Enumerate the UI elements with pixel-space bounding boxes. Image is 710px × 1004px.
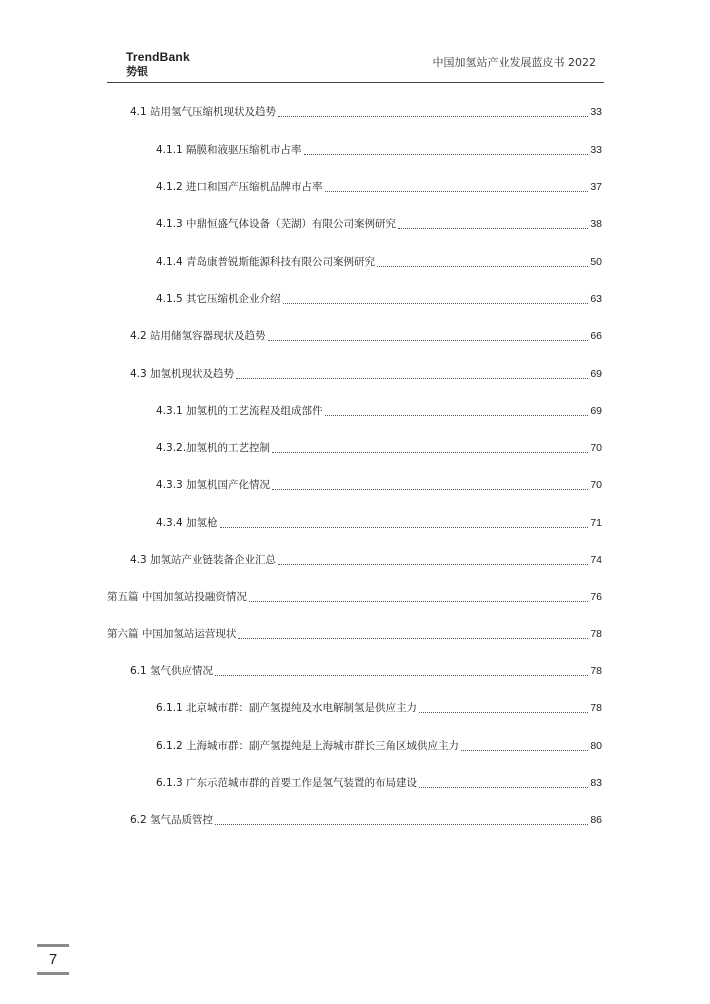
toc-leader-dots	[215, 674, 588, 676]
toc-entry[interactable]	[156, 775, 602, 791]
toc-entry-label: 4.3 加氢机现状及趋势	[130, 368, 235, 380]
toc-leader-dots	[419, 711, 588, 713]
toc-entry-page: 78	[590, 665, 602, 677]
toc-entry-label: 第六篇 中国加氢站运营现状	[107, 628, 237, 640]
toc-entry-label: 6.1 氢气供应情况	[130, 665, 214, 677]
toc-entry-page: 66	[590, 330, 602, 342]
toc-leader-dots	[398, 227, 588, 229]
toc-entry-label: 4.3.1 加氢机的工艺流程及组成部件	[156, 405, 323, 417]
toc-entry-page: 70	[590, 479, 602, 491]
toc-entry-label: 4.3 加氢站产业链装备企业汇总	[130, 554, 277, 566]
toc-leader-dots	[249, 600, 588, 602]
toc-entry[interactable]	[156, 216, 602, 232]
toc-entry-label: 4.3.3 加氢机国产化情况	[156, 479, 271, 491]
toc-entry[interactable]	[156, 477, 602, 493]
toc-entry[interactable]	[130, 663, 602, 679]
toc-entry-page: 71	[590, 517, 602, 529]
toc-entry-label: 4.1 站用氢气压缩机现状及趋势	[130, 106, 277, 118]
toc-leader-dots	[419, 786, 588, 788]
toc-entry-page: 70	[590, 442, 602, 454]
toc-leader-dots	[268, 339, 589, 341]
toc-leader-dots	[215, 823, 588, 825]
toc-entry-page: 69	[590, 368, 602, 380]
toc-entry-page: 76	[590, 591, 602, 603]
toc-entry-label: 4.3.2.加氢机的工艺控制	[156, 442, 271, 454]
toc-entry-label: 4.1.5 其它压缩机企业介绍	[156, 293, 281, 305]
logo-english-text: TrendBank	[126, 50, 190, 64]
toc-entry[interactable]	[156, 254, 602, 270]
toc-entry-page: 78	[590, 702, 602, 714]
page-number: 7	[48, 951, 58, 968]
toc-leader-dots	[278, 115, 588, 117]
toc-entry[interactable]	[130, 328, 602, 344]
toc-leader-dots	[283, 302, 589, 304]
toc-entry-label: 4.3.4 加氢枪	[156, 517, 218, 529]
toc-entry-page: 50	[590, 256, 602, 268]
toc-entry-page: 33	[590, 144, 602, 156]
toc-entry-page: 80	[590, 740, 602, 752]
toc-leader-dots	[272, 488, 588, 490]
toc-entry-page: 33	[590, 106, 602, 118]
logo-chinese-text: 势银	[126, 65, 148, 78]
toc-entry-label: 第五篇 中国加氢站投融资情况	[107, 591, 247, 603]
toc-entry-label: 4.1.2 进口和国产压缩机品牌市占率	[156, 181, 323, 193]
toc-leader-dots	[325, 414, 589, 416]
toc-entry[interactable]	[156, 179, 602, 195]
toc-entry[interactable]	[130, 104, 602, 120]
toc-leader-dots	[377, 265, 588, 267]
toc-leader-dots	[238, 637, 588, 639]
toc-entry-label: 6.1.3 广东示范城市群的首要工作是氢气装置的布局建设	[156, 777, 418, 789]
toc-entry[interactable]	[130, 812, 602, 828]
toc-entry[interactable]	[156, 440, 602, 456]
toc-leader-dots	[325, 190, 589, 192]
toc-leader-dots	[236, 377, 588, 379]
toc-entry-label: 4.2 站用储氢容器现状及趋势	[130, 330, 266, 342]
toc-entry[interactable]	[130, 552, 602, 568]
toc-entry[interactable]	[156, 403, 602, 419]
toc-entry-page: 78	[590, 628, 602, 640]
page-number-bar-bottom	[37, 972, 69, 975]
toc-entry-label: 4.1.4 青岛康普锐斯能源科技有限公司案例研究	[156, 256, 376, 268]
trendbank-logo	[126, 51, 190, 77]
toc-entry-label: 6.1.1 北京城市群：副产氢提纯及水电解制氢是供应主力	[156, 702, 418, 714]
header-divider	[107, 82, 604, 83]
toc-leader-dots	[304, 153, 589, 155]
toc-entry-label: 6.2 氢气品质管控	[130, 814, 214, 826]
toc-entry[interactable]	[156, 700, 602, 716]
toc-entry[interactable]	[130, 366, 602, 382]
toc-entry-page: 63	[590, 293, 602, 305]
toc-entry[interactable]	[156, 142, 602, 158]
toc-leader-dots	[461, 749, 588, 751]
toc-leader-dots	[278, 563, 588, 565]
toc-entry-page: 38	[590, 218, 602, 230]
toc-entry-page: 74	[590, 554, 602, 566]
toc-entry-page: 83	[590, 777, 602, 789]
toc-entry[interactable]	[156, 738, 602, 754]
toc-entry[interactable]	[107, 626, 602, 642]
toc-entry[interactable]	[107, 589, 602, 605]
document-title: 中国加氢站产业发展蓝皮书 2022	[432, 56, 596, 69]
toc-entry[interactable]	[156, 291, 602, 307]
toc-leader-dots	[220, 526, 589, 528]
page-number-bar-top	[37, 944, 69, 947]
toc-entry-page: 37	[590, 181, 602, 193]
toc-entry-page: 69	[590, 405, 602, 417]
toc-leader-dots	[272, 451, 588, 453]
toc-entry[interactable]	[156, 515, 602, 531]
toc-entry-label: 6.1.2 上海城市群：副产氢提纯是上海城市群长三角区域供应主力	[156, 740, 460, 752]
toc-entry-page: 86	[590, 814, 602, 826]
toc-entry-label: 4.1.3 中鼎恒盛气体设备（芜湖）有限公司案例研究	[156, 218, 397, 230]
toc-entry-label: 4.1.1 隔膜和液驱压缩机市占率	[156, 144, 302, 156]
